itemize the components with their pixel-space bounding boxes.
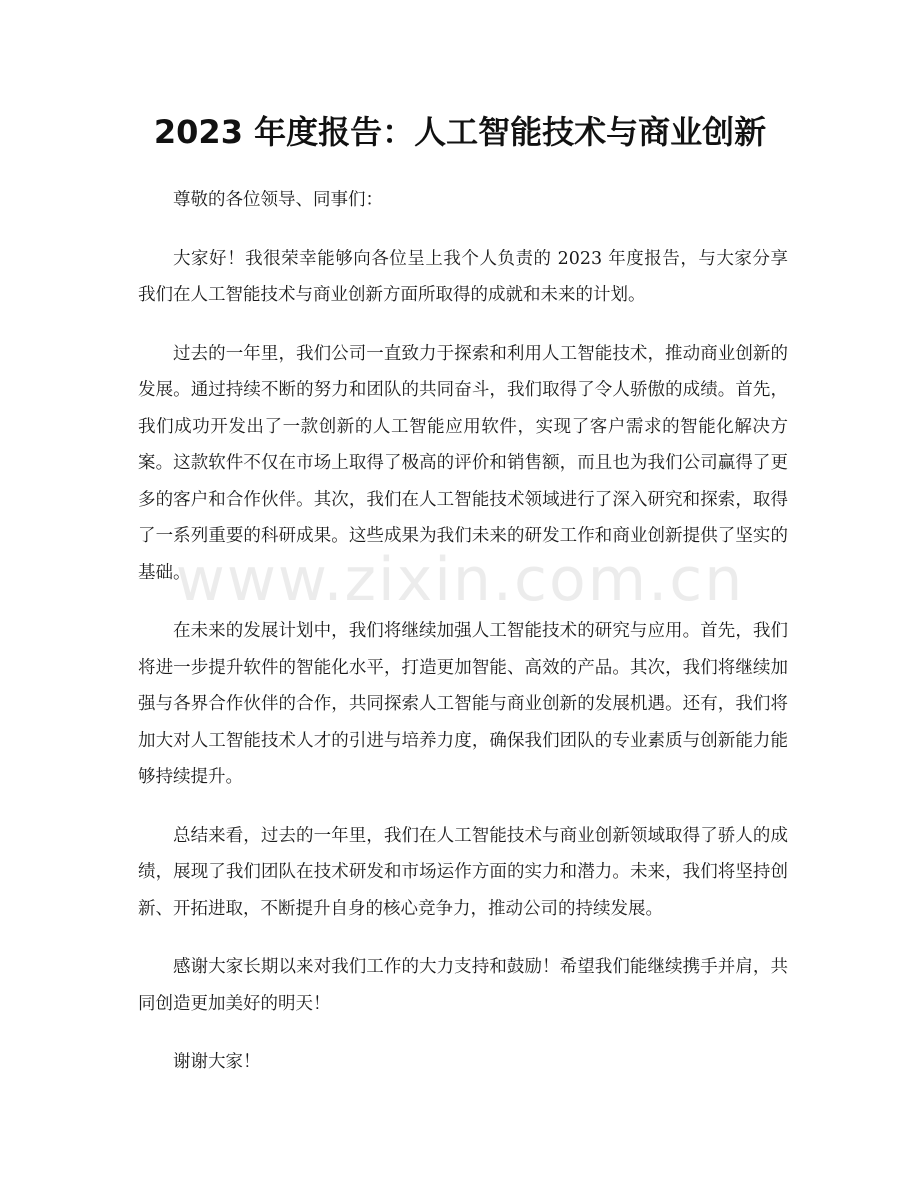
salutation: 尊敬的各位领导、同事们： — [173, 190, 383, 210]
paragraph-achievements: 过去的一年里，我们公司一直致力于探索和利用人工智能技术，推动商业创新的发展。通过持续不断的努力和团队的共同奋斗，我们取得了令人骄傲的成绩。首先，我们成功开发出了一款创新的人工智能应用软件，实现了客户需求的智能化解决方案。这款软件不仅在市场上取得了极高的评价和销售额，而且也为我们公司赢得了更多的客户和合作伙伴。其次，我们在人工智能技术领域进行了深入研究和探索，取得了一系列重要的科研成果。这些成果为我们未来的研发工作和商业创新提供了坚实的基础。 — [138, 343, 788, 583]
paragraph-thanks: 感谢大家长期以来对我们工作的大力支持和鼓励！希望我们能继续携手并肩，共同创造更加美好的明天！ — [138, 957, 788, 1014]
document-title: 2023 年度报告：人工智能技术与商业创新 — [153, 113, 767, 151]
paragraph-intro: 大家好！我很荣幸能够向各位呈上我个人负责的 2023 年度报告，与大家分享我们在人工智能技术与商业创新方面所取得的成就和未来的计划。 — [138, 248, 788, 305]
paragraph-future-plans: 在未来的发展计划中，我们将继续加强人工智能技术的研究与应用。首先，我们将进一步提升软件的智能化水平，打造更加智能、高效的产品。其次，我们将继续加强与各界合作伙伴的合作，共同探索人工智能与商业创新的发展机遇。还有，我们将加大对人工智能技术人才的引进与培养力度，确保我们团队的专业素质与创新能力能够持续提升。 — [138, 621, 788, 787]
closing-line: 谢谢大家！ — [173, 1052, 261, 1072]
watermark-text: www.zixin.com.cn — [175, 545, 745, 615]
paragraph-summary: 总结来看，过去的一年里，我们在人工智能技术与商业创新领域取得了骄人的成绩，展现了我们团队在技术研发和市场运作方面的实力和潜力。未来，我们将坚持创新、开拓进取，不断提升自身的核心竞争力，推动公司的持续发展。 — [138, 825, 788, 919]
document-body — [138, 182, 788, 1103]
